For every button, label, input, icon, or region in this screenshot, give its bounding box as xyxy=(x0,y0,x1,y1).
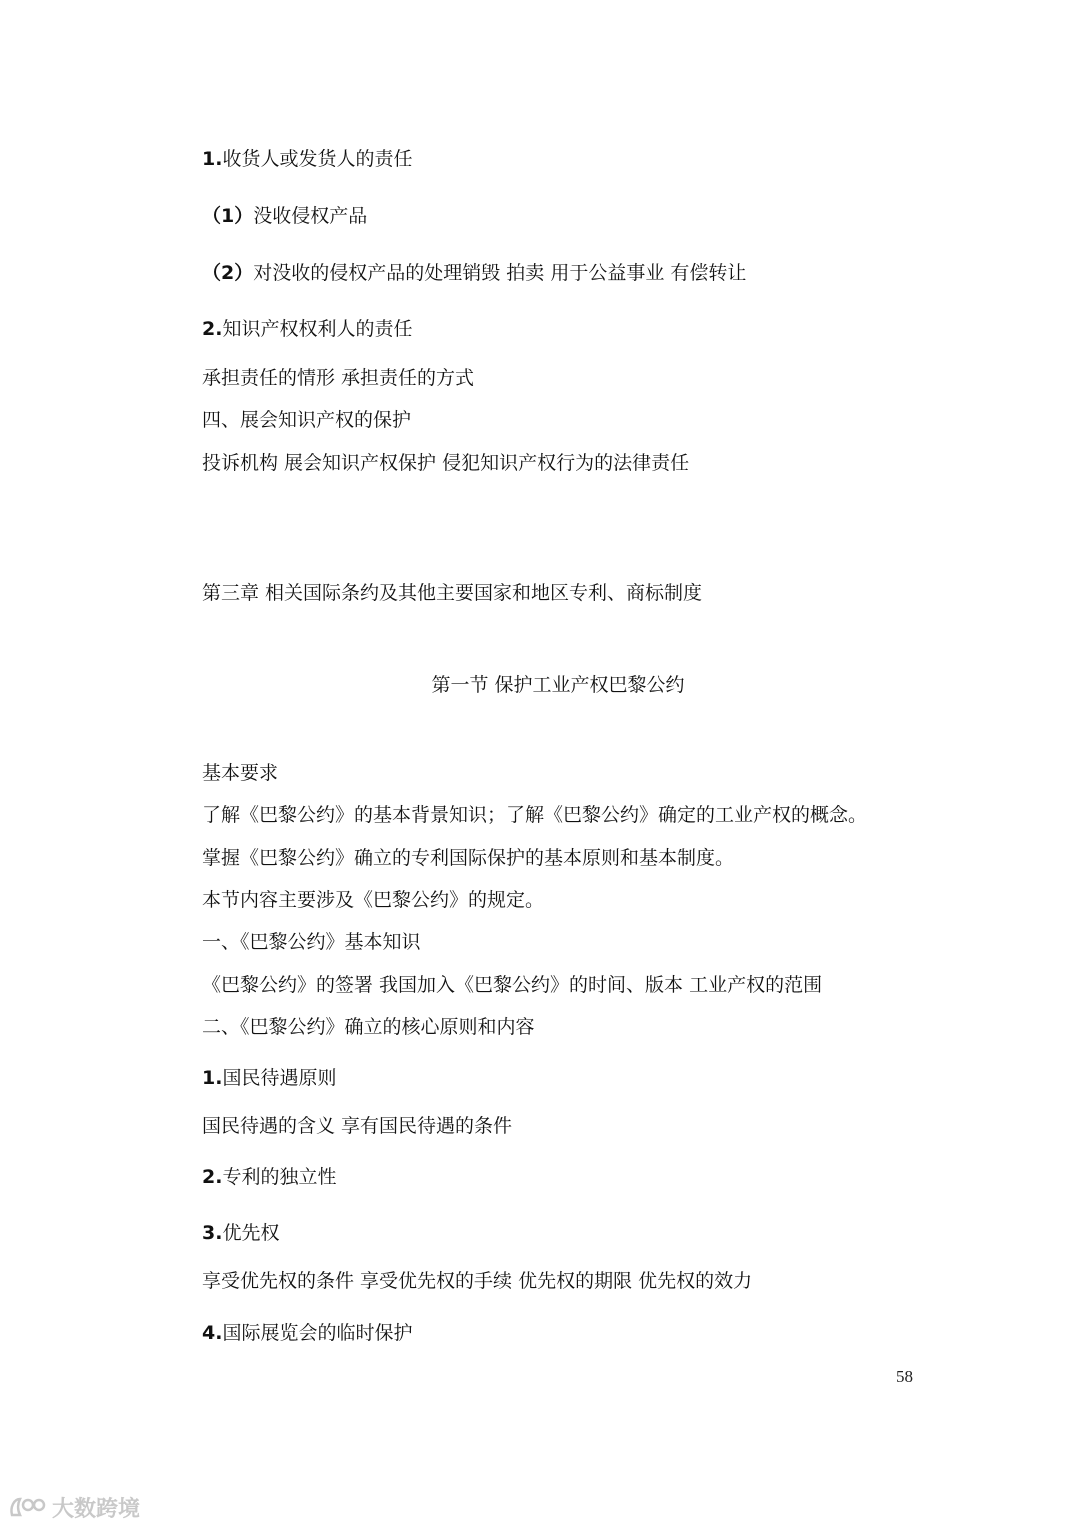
paragraph-master: 掌握《巴黎公约》确立的专利国际保护的基本原则和基本制度。 xyxy=(202,847,735,869)
watermark-text: 大数跨境 xyxy=(52,1496,141,1522)
paragraph-complaint-agency: 投诉机构 展会知识产权保护 侵犯知识产权行为的法律责任 xyxy=(202,452,690,474)
logo-icon xyxy=(8,1493,48,1521)
section-title: 第一节 保护工业产权巴黎公约 xyxy=(431,674,685,696)
paragraph-content: 本节内容主要涉及《巴黎公约》的规定。 xyxy=(202,889,545,911)
paragraph-liability-situations: 承担责任的情形 承担责任的方式 xyxy=(202,367,475,389)
heading-patent-independence: 2.专利的独立性 xyxy=(202,1166,337,1188)
paragraph-signing: 《巴黎公约》的签署 我国加入《巴黎公约》的时间、版本 工业产权的范围 xyxy=(202,974,823,996)
paragraph-basic-requirements: 基本要求 xyxy=(202,762,279,784)
page-number: 58 xyxy=(896,1367,913,1386)
section-heading-core-principles: 二、《巴黎公约》确立的核心原则和内容 xyxy=(202,1016,535,1038)
heading-priority: 3.优先权 xyxy=(202,1222,280,1244)
heading-national-treatment: 1.国民待遇原则 xyxy=(202,1067,337,1089)
heading-consignee-liability: 1.收货人或发货人的责任 xyxy=(202,148,413,170)
paragraph-understand: 了解《巴黎公约》的基本背景知识；了解《巴黎公约》确定的工业产权的概念。 xyxy=(202,804,868,826)
item-disposal: （2）对没收的侵权产品的处理销毁 拍卖 用于公益事业 有偿转让 xyxy=(202,262,747,284)
section-heading-exhibition: 四、展会知识产权的保护 xyxy=(202,409,412,431)
chapter-heading: 第三章 相关国际条约及其他主要国家和地区专利、商标制度 xyxy=(202,582,703,604)
section-heading-basics: 一、《巴黎公约》基本知识 xyxy=(202,931,421,953)
heading-exhibition-protection: 4.国际展览会的临时保护 xyxy=(202,1322,413,1344)
item-confiscation: （1）没收侵权产品 xyxy=(202,205,368,227)
paragraph-priority: 享受优先权的条件 享受优先权的手续 优先权的期限 优先权的效力 xyxy=(202,1270,753,1292)
watermark xyxy=(8,1492,140,1522)
paragraph-national-treatment: 国民待遇的含义 享有国民待遇的条件 xyxy=(202,1115,513,1137)
heading-right-holder-liability: 2.知识产权权利人的责任 xyxy=(202,318,413,340)
